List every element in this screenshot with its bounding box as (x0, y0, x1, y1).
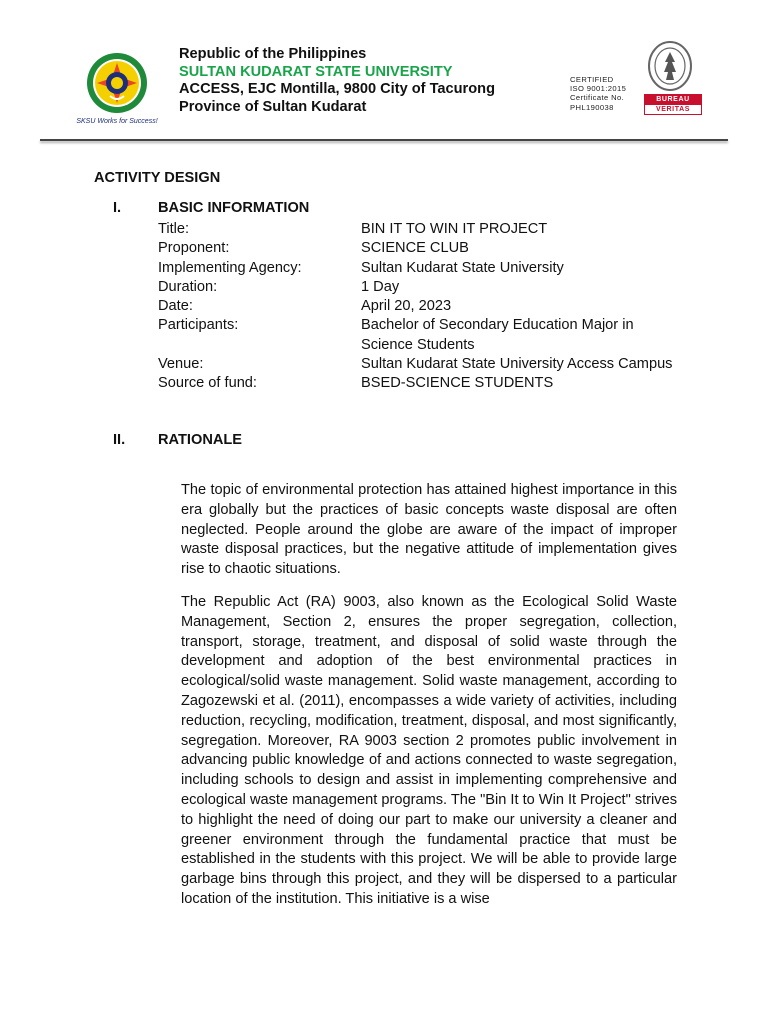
table-row (158, 374, 678, 393)
table-row (158, 355, 678, 374)
sksu-seal-icon (74, 50, 160, 126)
info-value: April 20, 2023 (361, 298, 452, 315)
section-number: II. (113, 432, 126, 448)
info-label: Participants: (158, 317, 239, 334)
info-label: Venue: (158, 356, 204, 373)
info-value: BSED-SCIENCE STUDENTS (361, 375, 554, 392)
info-value: Bachelor of Secondary Education Major in Science Students (361, 317, 634, 353)
section-title: BASIC INFORMATION (158, 200, 310, 216)
info-value: Sultan Kudarat State University Access Campus (361, 356, 673, 373)
info-value: Sultan Kudarat State University (361, 259, 564, 276)
info-label: Title: (158, 221, 190, 237)
republic-line: Republic of the Philippines (179, 46, 367, 62)
info-value: SCIENCE CLUB (361, 240, 469, 257)
info-label: Duration: (158, 278, 218, 295)
info-value: 1 Day (361, 278, 400, 295)
brand-bottom: VERITAS (644, 105, 702, 115)
rationale-paragraph: The topic of environmental protection has attained highest importance in this era globally but the practices of basic concepts waste disposal are often neglected. People around the globe are aware of the impact of improper waste disposal practices, but the negative attitude of implementation gives rise to chaotic situations. (181, 482, 677, 578)
info-value: BIN IT TO WIN IT PROJECT (361, 221, 548, 237)
brand-top: BUREAU (644, 94, 702, 105)
logo-tagline: SKSU Works for Success! (76, 118, 158, 125)
info-label: Source of fund: (158, 375, 257, 392)
province-line: Province of Sultan Kudarat (179, 98, 367, 115)
bureau-veritas-seal-icon (646, 40, 694, 92)
table-row (158, 297, 678, 316)
info-label: Implementing Agency: (158, 259, 302, 276)
cert-line: CERTIFIED (570, 75, 614, 84)
table-row (158, 278, 678, 297)
letterhead (179, 46, 495, 116)
rationale-paragraph: The Republic Act (RA) 9003, also known as the Ecological Solid Waste Management, Section 2, ensures the proper segregation, collection, transport, storage, treatment, and disposal of solid waste through the development and adoption of the best environmental practices in ecological/solid waste management. Solid waste management, according to Zagozewski et al. (2011), encompasses a wide variety of activities, including reduction, recycling, modification, treatment, disposal, and most significantly, segregation. Moreover, RA 9003 section 2 promotes public involvement in advancing public knowledge of and actions connected to waste segregation, including schools to design and assist in implementing comprehensive and ecological waste management programs. The "Bin It to Win It Project" strives to highlight the need of doing our part to make our university a cleaner and greener environment through the fundamental practice that must be established in the students with this project. We will be able to provide large garbage bins through this project, and they will be dispersed to a particular location of the institution. This initiative is a wise (181, 594, 677, 907)
info-label: Date: (158, 298, 193, 315)
document-heading: ACTIVITY DESIGN (94, 170, 221, 186)
cert-line: ISO 9001:2015 (570, 84, 627, 94)
table-row (158, 220, 678, 239)
info-label: Proponent: (158, 240, 230, 257)
table-row (158, 316, 678, 355)
bureau-veritas-brand (644, 94, 702, 115)
basic-info-table (158, 220, 678, 394)
cert-line: Certificate No. (570, 93, 625, 103)
section-title: RATIONALE (158, 432, 243, 448)
header-divider (40, 139, 728, 141)
certification-text (570, 75, 626, 112)
section-number: I. (113, 200, 122, 216)
cert-line: PHL190038 (570, 102, 614, 112)
iso-certification (570, 38, 706, 118)
university-name: SULTAN KUDARAT STATE UNIVERSITY (179, 63, 453, 80)
table-row (158, 239, 678, 258)
table-row (158, 259, 678, 278)
campus-address: ACCESS, EJC Montilla, 9800 City of Tacurong (179, 81, 495, 97)
